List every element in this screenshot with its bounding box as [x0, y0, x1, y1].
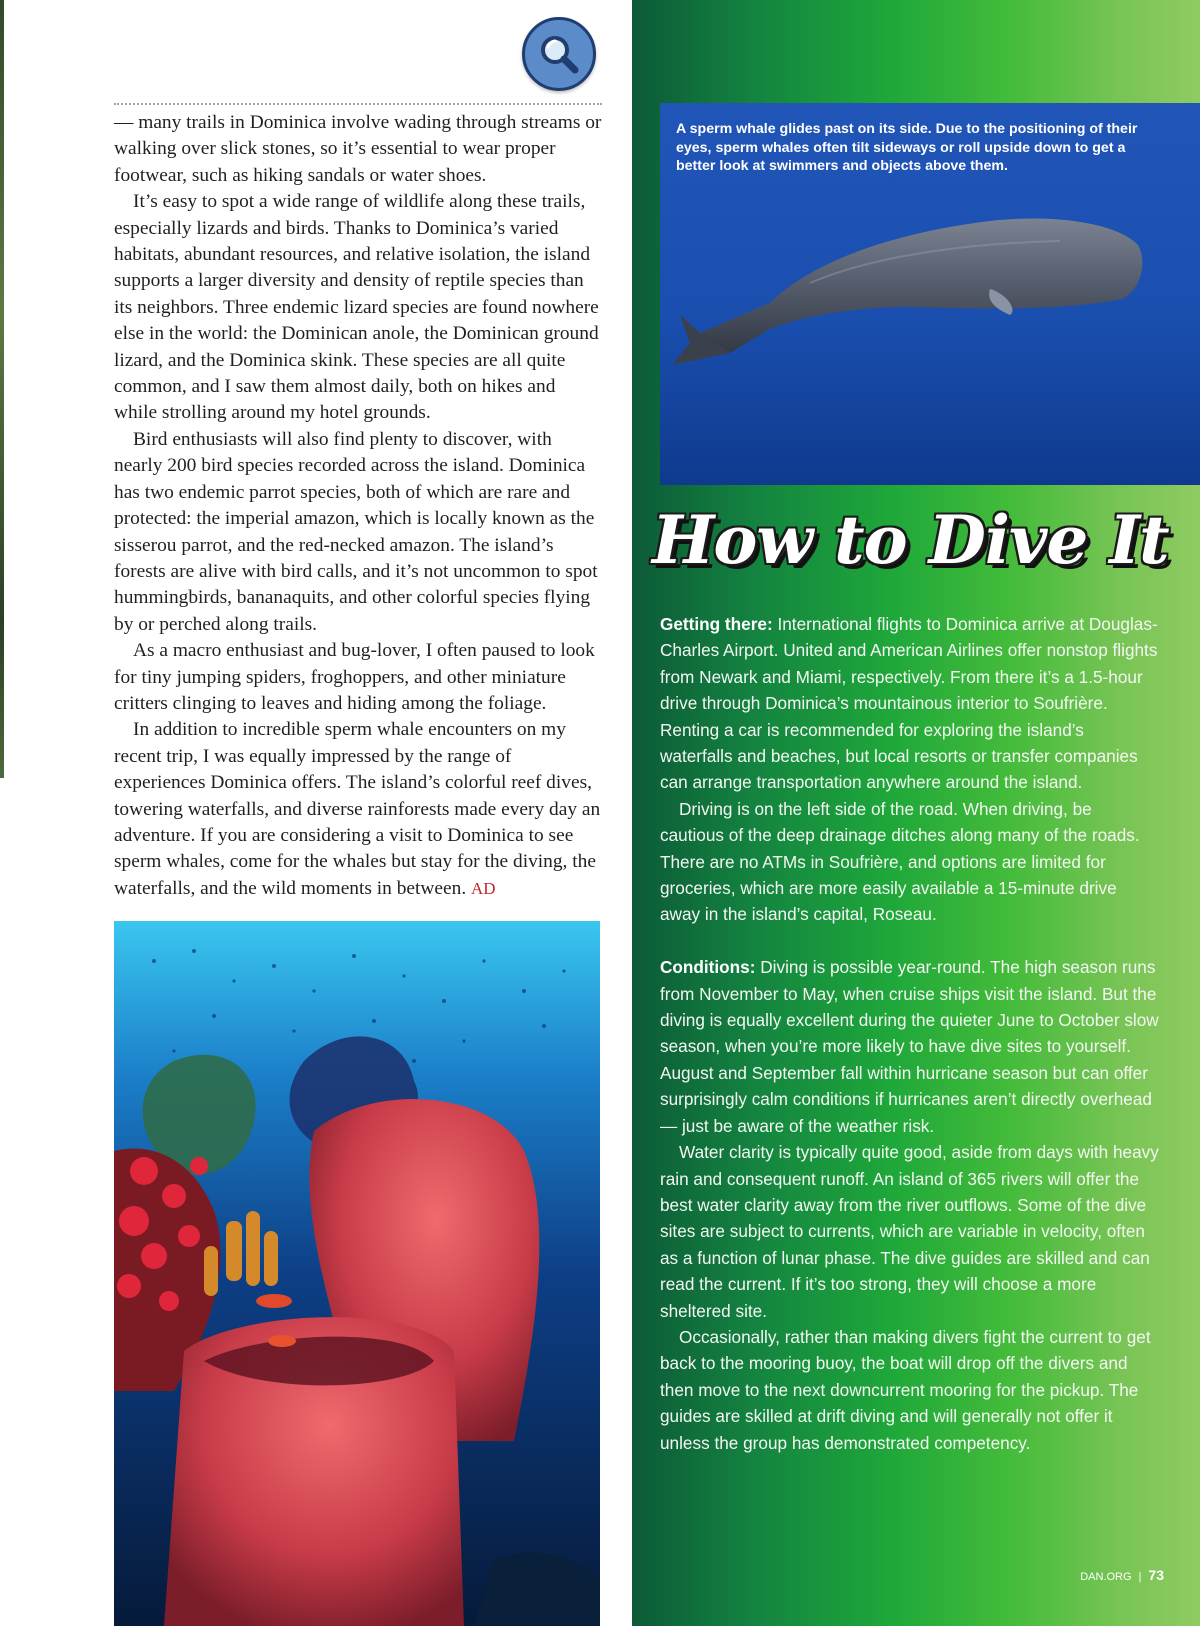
page-edge-strip: [0, 0, 4, 778]
end-mark: AD: [471, 878, 496, 898]
driving-paragraph: Driving is on the left side of the road. When driving, be cautious of the deep drainage ditches along many of the roads. There are no ATMs in Soufrière, and options are limited for groceries, which are more easily available a 15-minute drive away in the island’s capital, Roseau.: [660, 798, 1140, 925]
article-paragraph-text: In addition to incredible sperm whale encounters on my recent trip, I was equally impressed by the range of experiences Dominica offers. The island’s colorful reef dives, towering waterfalls, and diverse rainforests made every day an adventure. If you are considering a visit to Dominica to see sperm whales, come for the whales but stay for the diving, the waterfalls, and the wild moments in between.: [114, 719, 601, 899]
folio-separator: |: [1138, 1571, 1142, 1583]
column-divider: [114, 103, 602, 105]
drift-diving-paragraph: Occasionally, rather than making divers fight the current to get back to the mooring buoy, the boat will drop off the divers and then move to the next downcurrent mooring for the pickup. The guides are skilled at drift diving and will generally not offer it unless the group has demonstrated competency.: [660, 1326, 1151, 1453]
site-name: DAN.ORG: [1080, 1571, 1132, 1583]
magnifier-icon: [535, 30, 583, 78]
dive-info-body: [660, 611, 1160, 1456]
article-paragraph-last: [114, 717, 602, 902]
article-body: [114, 110, 602, 902]
reef-photo: [114, 921, 600, 1626]
article-paragraph: It’s easy to spot a wide range of wildlife along these trails, especially lizards and birds. Thanks to Dominica’s varied habitats, abundant resources, and relative isolation, the island supports a larger diversity and density of reptile species than its neighbors. Three endemic lizard species are found nowhere else in the world: the Dominican anole, the Dominican ground lizard, and the Dominica skink. These species are all quite common, and I saw them almost daily, both on hikes and while strolling around my hotel grounds.: [114, 191, 599, 424]
whale-caption: A sperm whale glides past on its side. Due to the positioning of their eyes, sperm whales often tilt sideways or roll upside down to get a better look at swimmers and objects above them.: [676, 121, 1138, 175]
article-paragraph: — many trails in Dominica involve wading through streams or walking over slick stones, so it’s essential to wear proper footwear, such as hiking sandals or water shoes.: [114, 112, 602, 186]
how-to-dive-panel: [632, 0, 1200, 1626]
article-paragraph: As a macro enthusiast and bug-lover, I often paused to look for tiny jumping spiders, froghoppers, and other miniature critters clinging to leaves and hiding among the foliage.: [114, 640, 595, 714]
article-paragraph: Bird enthusiasts will also find plenty to discover, with nearly 200 bird species recorded across the island. Dominica has two endemic parrot species, both of which are rare and protected: the imperial amazon, which is locally known as the sisserou parrot, and the red-necked amazon. The island’s forests are alive with bird calls, and it’s not uncommon to spot hummingbirds, bananaquits, and other colorful species flying by or perched along trails.: [114, 428, 598, 635]
zoom-button[interactable]: [522, 17, 596, 91]
getting-there-paragraph: [660, 611, 1160, 796]
conditions-paragraph: [660, 954, 1160, 1139]
page-number: 73: [1148, 1567, 1164, 1583]
sperm-whale-photo: [660, 103, 1200, 485]
water-clarity-paragraph: Water clarity is typically quite good, aside from days with heavy rain and consequent runoff. An island of 365 rivers will offer the best water clarity away from the river outflows. Some of the dive sites are subject to currents, which are variable in velocity, often as a function of lunar phase. The dive guides are skilled and can read the current. If it’s too strong, they will choose a more sheltered site.: [660, 1142, 1159, 1321]
section-title: How to Dive It: [652, 501, 1169, 579]
getting-there-label: Getting there:: [660, 614, 773, 634]
article-column: [114, 0, 602, 1626]
conditions-label: Conditions:: [660, 957, 756, 978]
page-folio: [1032, 1566, 1164, 1586]
getting-there-text: International flights to Dominica arrive at Douglas-Charles Airport. United and American Airlines offer nonstop flights from Newark and Miami, respectively. From there it’s a 1.5-hour drive through Dominica’s mountainous interior to Soufrière. Renting a car is recommended for exploring the island’s waterfalls and beaches, but local resorts or transfer companies can arrange transportation anywhere around the island.: [660, 614, 1158, 793]
conditions-text: Diving is possible year-round. The high season runs from November to May, when cruise ships visit the island. But the diving is equally excellent during the quieter June to October slow season, when you’re more likely to have dive sites to yourself. August and September fall within hurricane season but can offer surprisingly calm conditions if hurricanes aren’t directly overhead — just be aware of the weather risk.: [660, 957, 1159, 1136]
